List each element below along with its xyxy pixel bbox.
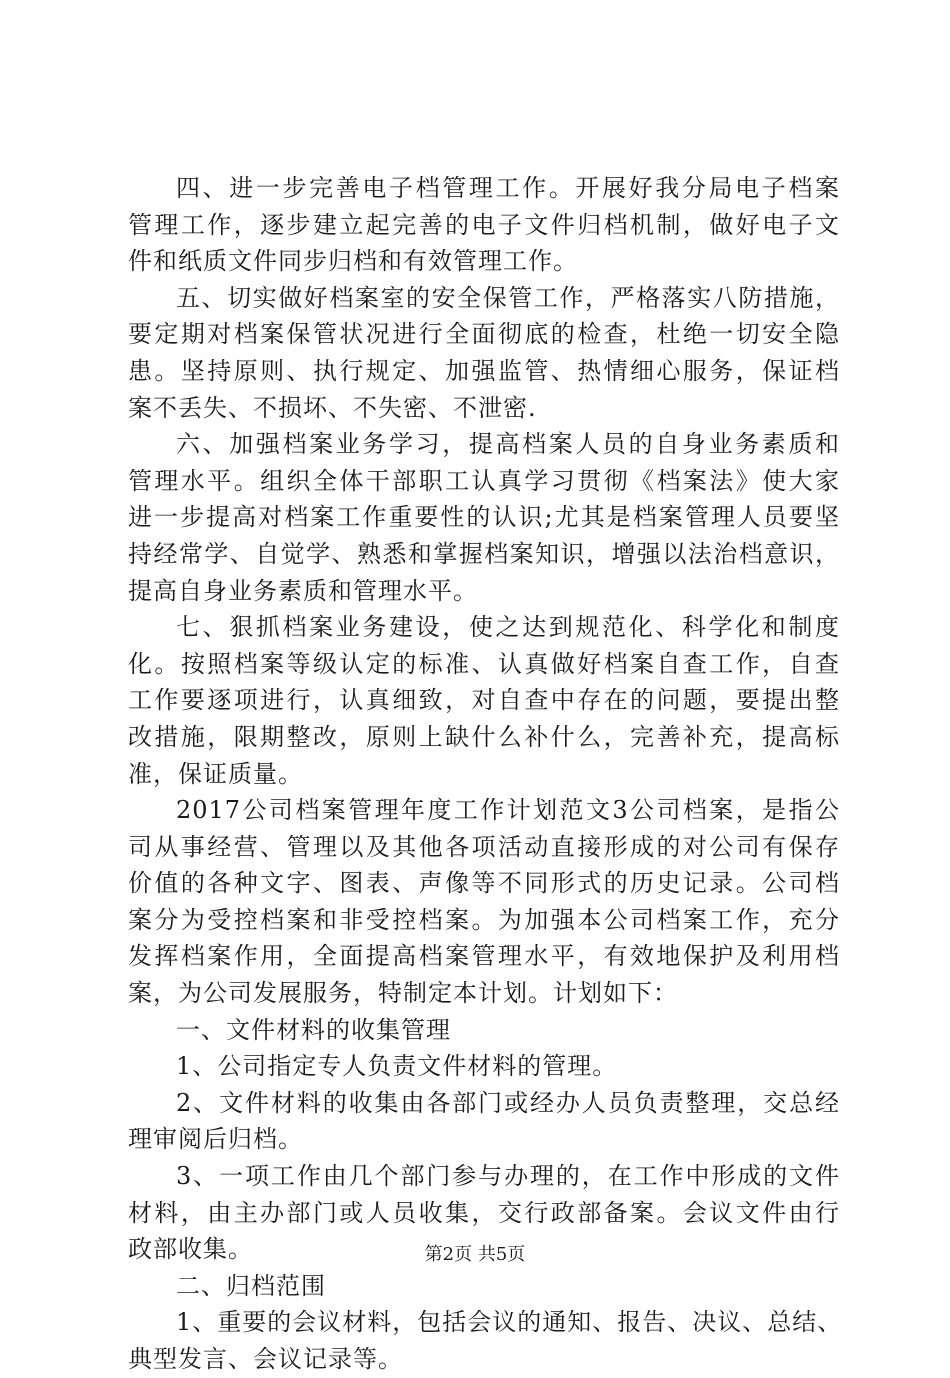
text-line: 价值的各种文字、图表、声像等不同形式的历史记录。公司档 <box>128 869 840 898</box>
text-line: 提高自身业务素质和管理水平。 <box>128 576 478 605</box>
text-line: 六、加强档案业务学习，提高档案人员的自身业务素质和 <box>176 430 840 459</box>
text-line: 改措施，限期整改，原则上缺什么补什么，完善补充，提高标 <box>128 722 840 751</box>
text-line: 2、文件材料的收集由各部门或经办人员负责整理，交总经 <box>176 1088 840 1117</box>
text-line: 3、一项工作由几个部门参与办理的，在工作中形成的文件 <box>176 1162 840 1191</box>
text-line: 1、公司指定专人负责文件材料的管理。 <box>176 1052 618 1081</box>
text-line: 管理工作，逐步建立起完善的电子文件归档机制，做好电子文 <box>128 210 840 239</box>
text-line: 案，为公司发展服务，特制定本计划。计划如下： <box>128 979 678 1008</box>
text-line: 件和纸质文件同步归档和有效管理工作。 <box>128 247 578 276</box>
text-line: 典型发言、会议记录等。 <box>128 1345 403 1373</box>
text-line: 要定期对档案保管状况进行全面彻底的检查，杜绝一切安全隐 <box>128 320 840 349</box>
text-line: 一、文件材料的收集管理 <box>176 1015 451 1044</box>
page-footer: 第2页 共5页 <box>424 1244 526 1265</box>
text-line: 患。坚持原则、执行规定、加强监管、热情细心服务，保证档 <box>128 356 840 385</box>
document-body <box>128 170 843 1378</box>
text-line: 二、归档范围 <box>176 1271 326 1300</box>
text-line: 进一步提高对档案工作重要性的认识;尤其是档案管理人员要坚 <box>128 503 840 532</box>
text-line: 政部收集。 <box>128 1235 253 1264</box>
text-line: 2017公司档案管理年度工作计划范文3公司档案，是指公 <box>176 796 840 825</box>
text-line: 管理水平。组织全体干部职工认真学习贯彻《档案法》使大家 <box>128 466 840 495</box>
text-line: 五、切实做好档案室的安全保管工作，严格落实八防措施， <box>176 283 840 312</box>
text-line: 材料，由主办部门或人员收集，交行政部备案。会议文件由行 <box>128 1198 840 1227</box>
text-line: 案不丢失、不损坏、不失密、不泄密. <box>128 393 537 422</box>
text-line: 化。按照档案等级认定的标准、认真做好档案自查工作，自查 <box>128 649 840 678</box>
text-line: 案分为受控档案和非受控档案。为加强本公司档案工作，充分 <box>128 905 840 934</box>
text-line: 持经常学、自觉学、熟悉和掌握档案知识，增强以法治档意识， <box>128 539 840 568</box>
text-line: 四、进一步完善电子档管理工作。开展好我分局电子档案 <box>176 174 840 202</box>
text-line: 发挥档案作用，全面提高档案管理水平，有效地保护及利用档 <box>128 942 840 971</box>
text-line: 七、狠抓档案业务建设，使之达到规范化、科学化和制度 <box>176 613 840 642</box>
text-line: 工作要逐项进行，认真细致，对自查中存在的问题，要提出整 <box>128 686 840 715</box>
text-line: 1、重要的会议材料，包括会议的通知、报告、决议、总结、 <box>176 1308 843 1337</box>
text-line: 准，保证质量。 <box>128 759 303 788</box>
text-line: 司从事经营、管理以及其他各项活动直接形成的对公司有保存 <box>128 832 840 861</box>
text-line: 理审阅后归档。 <box>128 1125 303 1154</box>
